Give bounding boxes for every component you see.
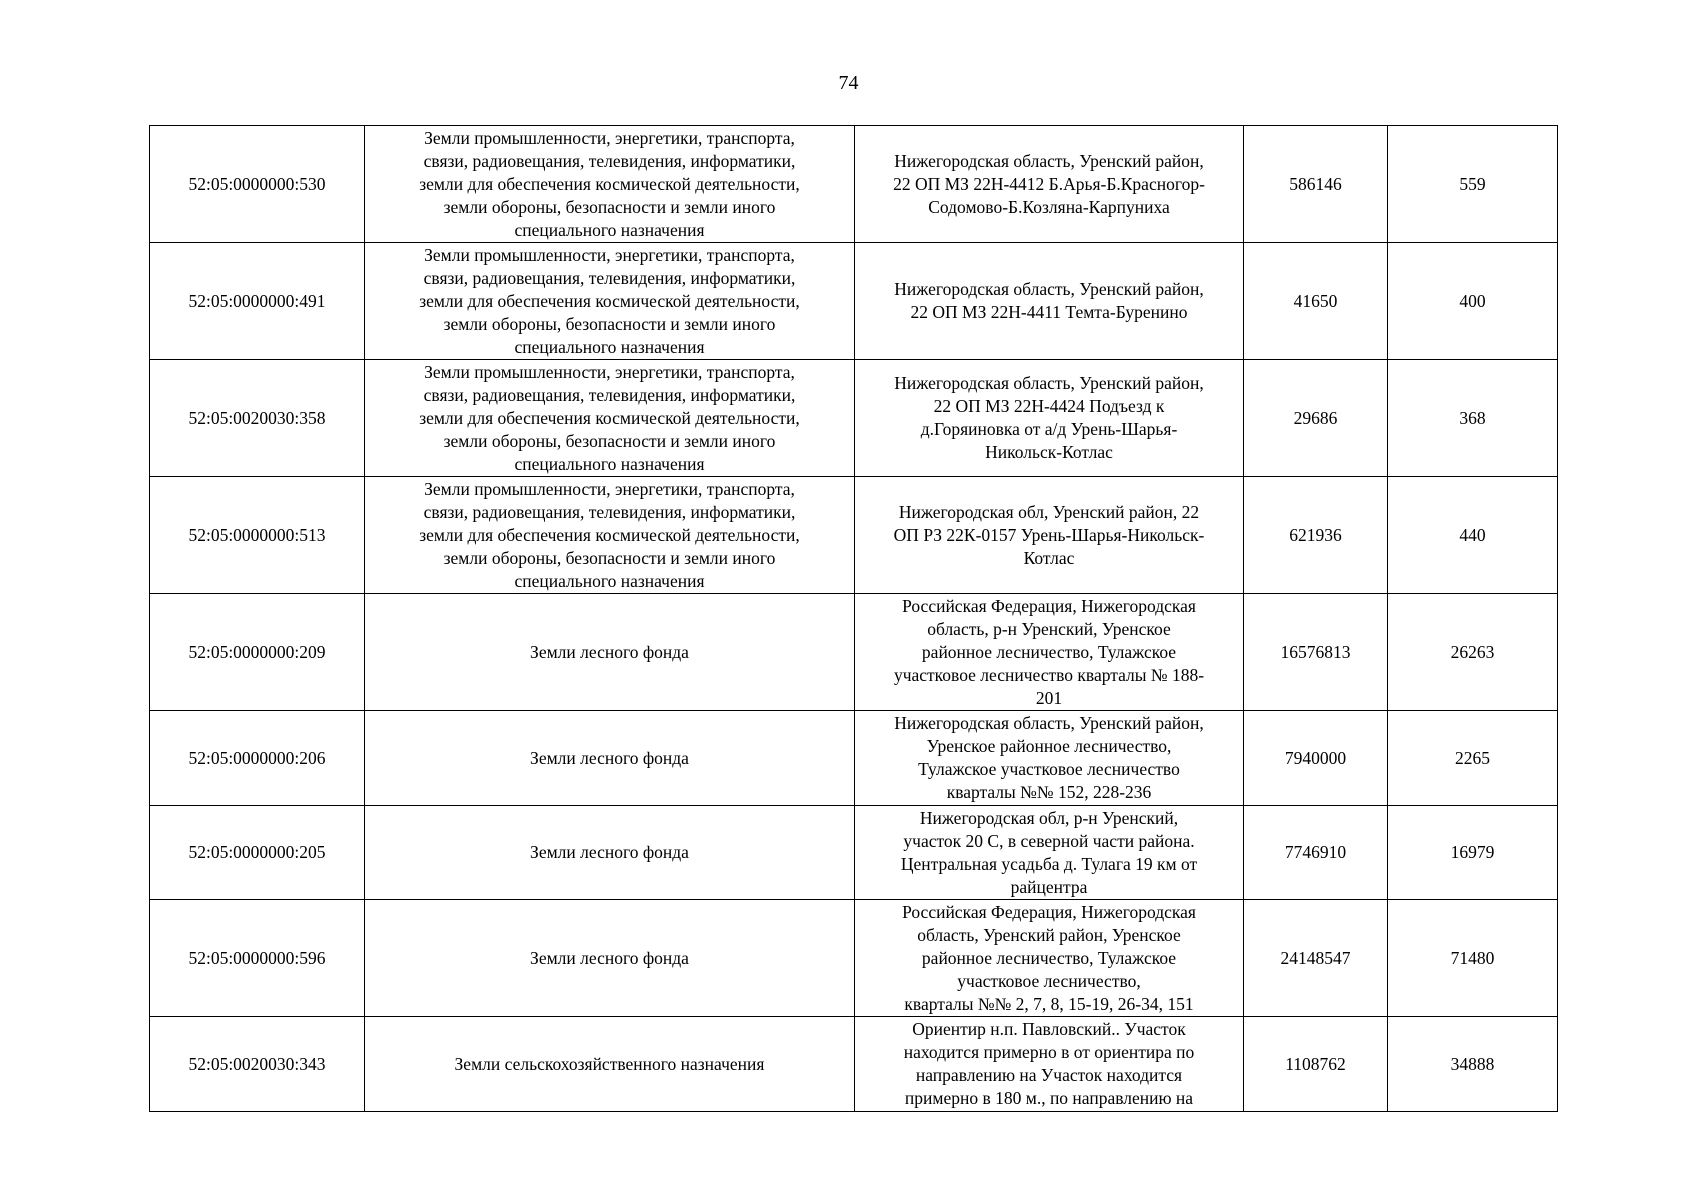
land-category-cell: Земли промышленности, энергетики, транспорта, связи, радиовещания, телевидения, информатики, земли для обеспечения космической деятельности, земли обороны, безопасности и земли иного специального назначения xyxy=(365,126,855,243)
address-cell: Нижегородская обл, р-н Уренский, участок 20 С, в северной части района. Центральная усадьба д. Тулага 19 км от райцентра xyxy=(855,806,1244,900)
value-cell: 26263 xyxy=(1388,594,1558,711)
area-cell: 7746910 xyxy=(1244,806,1388,900)
land-category-cell: Земли сельскохозяйственного назначения xyxy=(365,1017,855,1112)
value-cell: 2265 xyxy=(1388,711,1558,806)
value-cell: 400 xyxy=(1388,243,1558,360)
value-cell: 16979 xyxy=(1388,806,1558,900)
cadastral-number-cell: 52:05:0020030:343 xyxy=(150,1017,365,1112)
address-cell: Нижегородская область, Уренский район, Уренское районное лесничество, Тулажское участковое лесничество кварталы №№ 152, 228-236 xyxy=(855,711,1244,806)
address-cell: Российская Федерация, Нижегородская область, р-н Уренский, Уренское районное лесничество, Тулажское участковое лесничество кварталы № 188- 201 xyxy=(855,594,1244,711)
value-cell: 71480 xyxy=(1388,900,1558,1017)
land-category-cell: Земли лесного фонда xyxy=(365,806,855,900)
land-plots-table xyxy=(149,125,1558,1112)
address-cell: Нижегородская область, Уренский район, 22 ОП МЗ 22Н-4411 Темта-Буренино xyxy=(855,243,1244,360)
address-cell: Нижегородская область, Уренский район, 22 ОП МЗ 22Н-4424 Подъезд к д.Горяиновка от а/д Урень-Шарья- Никольск-Котлас xyxy=(855,360,1244,477)
cadastral-number-cell: 52:05:0000000:491 xyxy=(150,243,365,360)
cadastral-number-cell: 52:05:0000000:530 xyxy=(150,126,365,243)
table-row xyxy=(150,477,1558,594)
address-cell: Ориентир н.п. Павловский.. Участок находится примерно в от ориентира по направлению на Участок находится примерно в 180 м., по направлению на xyxy=(855,1017,1244,1112)
table-row xyxy=(150,594,1558,711)
land-category-cell: Земли промышленности, энергетики, транспорта, связи, радиовещания, телевидения, информатики, земли для обеспечения космической деятельности, земли обороны, безопасности и земли иного специального назначения xyxy=(365,360,855,477)
address-cell: Нижегородская область, Уренский район, 22 ОП МЗ 22Н-4412 Б.Арья-Б.Красногор- Содомово-Б.Козляна-Карпуниха xyxy=(855,126,1244,243)
value-cell: 368 xyxy=(1388,360,1558,477)
table-row xyxy=(150,711,1558,806)
area-cell: 24148547 xyxy=(1244,900,1388,1017)
cadastral-number-cell: 52:05:0000000:206 xyxy=(150,711,365,806)
address-cell: Российская Федерация, Нижегородская область, Уренский район, Уренское районное лесничество, Тулажское участковое лесничество, кварталы №№ 2, 7, 8, 15-19, 26-34, 151 xyxy=(855,900,1244,1017)
land-category-cell: Земли лесного фонда xyxy=(365,594,855,711)
area-cell: 29686 xyxy=(1244,360,1388,477)
table-row xyxy=(150,1017,1558,1112)
cadastral-number-cell: 52:05:0000000:205 xyxy=(150,806,365,900)
area-cell: 41650 xyxy=(1244,243,1388,360)
cadastral-number-cell: 52:05:0000000:209 xyxy=(150,594,365,711)
table-row xyxy=(150,900,1558,1017)
land-category-cell: Земли промышленности, энергетики, транспорта, связи, радиовещания, телевидения, информатики, земли для обеспечения космической деятельности, земли обороны, безопасности и земли иного специального назначения xyxy=(365,243,855,360)
table-row xyxy=(150,126,1558,243)
area-cell: 1108762 xyxy=(1244,1017,1388,1112)
cadastral-number-cell: 52:05:0020030:358 xyxy=(150,360,365,477)
table-row xyxy=(150,243,1558,360)
land-category-cell: Земли лесного фонда xyxy=(365,900,855,1017)
cadastral-number-cell: 52:05:0000000:596 xyxy=(150,900,365,1017)
cadastral-number-cell: 52:05:0000000:513 xyxy=(150,477,365,594)
area-cell: 7940000 xyxy=(1244,711,1388,806)
value-cell: 559 xyxy=(1388,126,1558,243)
value-cell: 440 xyxy=(1388,477,1558,594)
table-row xyxy=(150,360,1558,477)
page-number: 74 xyxy=(838,72,859,94)
table-row xyxy=(150,806,1558,900)
area-cell: 16576813 xyxy=(1244,594,1388,711)
area-cell: 621936 xyxy=(1244,477,1388,594)
address-cell: Нижегородская обл, Уренский район, 22 ОП РЗ 22К-0157 Урень-Шарья-Никольск- Котлас xyxy=(855,477,1244,594)
land-category-cell: Земли лесного фонда xyxy=(365,711,855,806)
area-cell: 586146 xyxy=(1244,126,1388,243)
land-category-cell: Земли промышленности, энергетики, транспорта, связи, радиовещания, телевидения, информатики, земли для обеспечения космической деятельности, земли обороны, безопасности и земли иного специального назначения xyxy=(365,477,855,594)
value-cell: 34888 xyxy=(1388,1017,1558,1112)
